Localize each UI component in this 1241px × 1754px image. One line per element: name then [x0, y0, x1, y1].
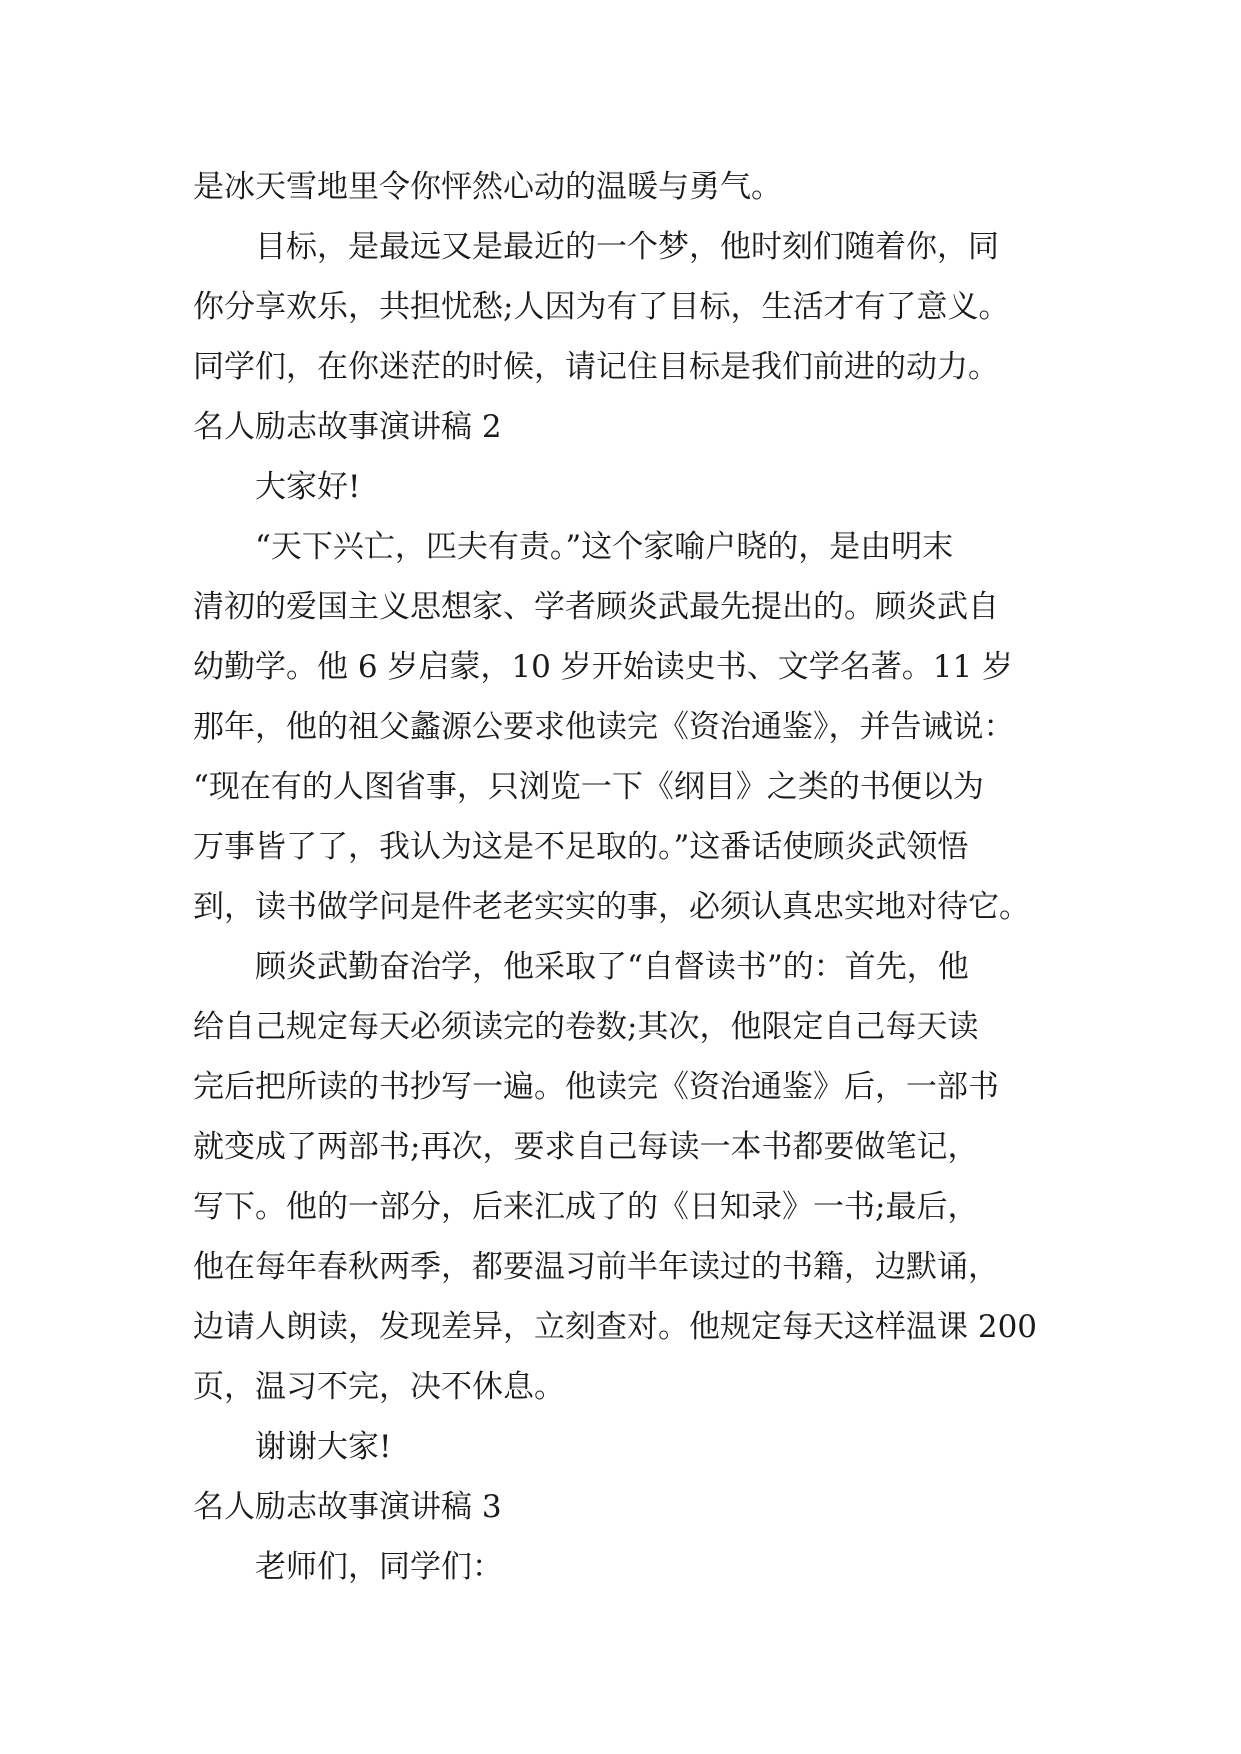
salutation: 老师们，同学们： — [255, 1549, 503, 1585]
text-line-continuation: 是冰天雪地里令你怦然心动的温暖与勇气。 — [193, 169, 782, 205]
text-line: 边请人朗读，发现差异，立刻查对。他规定每天这样温课 200 — [193, 1309, 1038, 1345]
text-line-paragraph-start: “天下兴亡，匹夫有责。”这个家喻户晓的，是由明末 — [255, 529, 954, 565]
greeting: 大家好! — [255, 469, 361, 505]
text-line: 页，温习不完，决不休息。 — [193, 1369, 565, 1405]
text-line: “现在有的人图省事，只浏览一下《纲目》之类的书便以为 — [193, 769, 984, 805]
text-line: 清初的爱国主义思想家、学者顾炎武最先提出的。顾炎武自 — [193, 589, 999, 625]
text-line: 他在每年春秋两季，都要温习前半年读过的书籍，边默诵， — [193, 1249, 999, 1285]
text-line: 万事皆了了，我认为这是不足取的。”这番话使顾炎武领悟 — [193, 829, 969, 865]
text-line: 幼勤学。他 6 岁启蒙，10 岁开始读史书、文学名著。11 岁 — [193, 649, 1014, 685]
text-line: 你分享欢乐，共担忧愁;人因为有了目标，生活才有了意义。 — [193, 289, 1010, 325]
text-line: 完后把所读的书抄写一遍。他读完《资治通鉴》后，一部书 — [193, 1069, 999, 1105]
text-line: 同学们，在你迷茫的时候，请记住目标是我们前进的动力。 — [193, 349, 999, 385]
text-line: 写下。他的一部分，后来汇成了的《日知录》一书;最后， — [193, 1189, 979, 1225]
section-heading-3: 名人励志故事演讲稿 3 — [193, 1489, 502, 1525]
text-line: 到，读书做学问是件老老实实的事，必须认真忠实地对待它。 — [193, 889, 1030, 925]
text-line: 就变成了两部书;再次，要求自己每读一本书都要做笔记， — [193, 1129, 979, 1165]
text-line-paragraph-start: 顾炎武勤奋治学，他采取了“自督读书”的：首先，他 — [255, 949, 969, 985]
text-line: 那年，他的祖父蠡源公要求他读完《资治通鉴》，并告诫说： — [193, 709, 1015, 745]
section-heading-2: 名人励志故事演讲稿 2 — [193, 409, 502, 445]
text-line: 给自己规定每天必须读完的卷数;其次，他限定自己每天读 — [193, 1009, 979, 1045]
text-line-paragraph-start: 目标，是最远又是最近的一个梦，他时刻们随着你，同 — [255, 229, 999, 265]
closing-thanks: 谢谢大家! — [255, 1429, 392, 1465]
